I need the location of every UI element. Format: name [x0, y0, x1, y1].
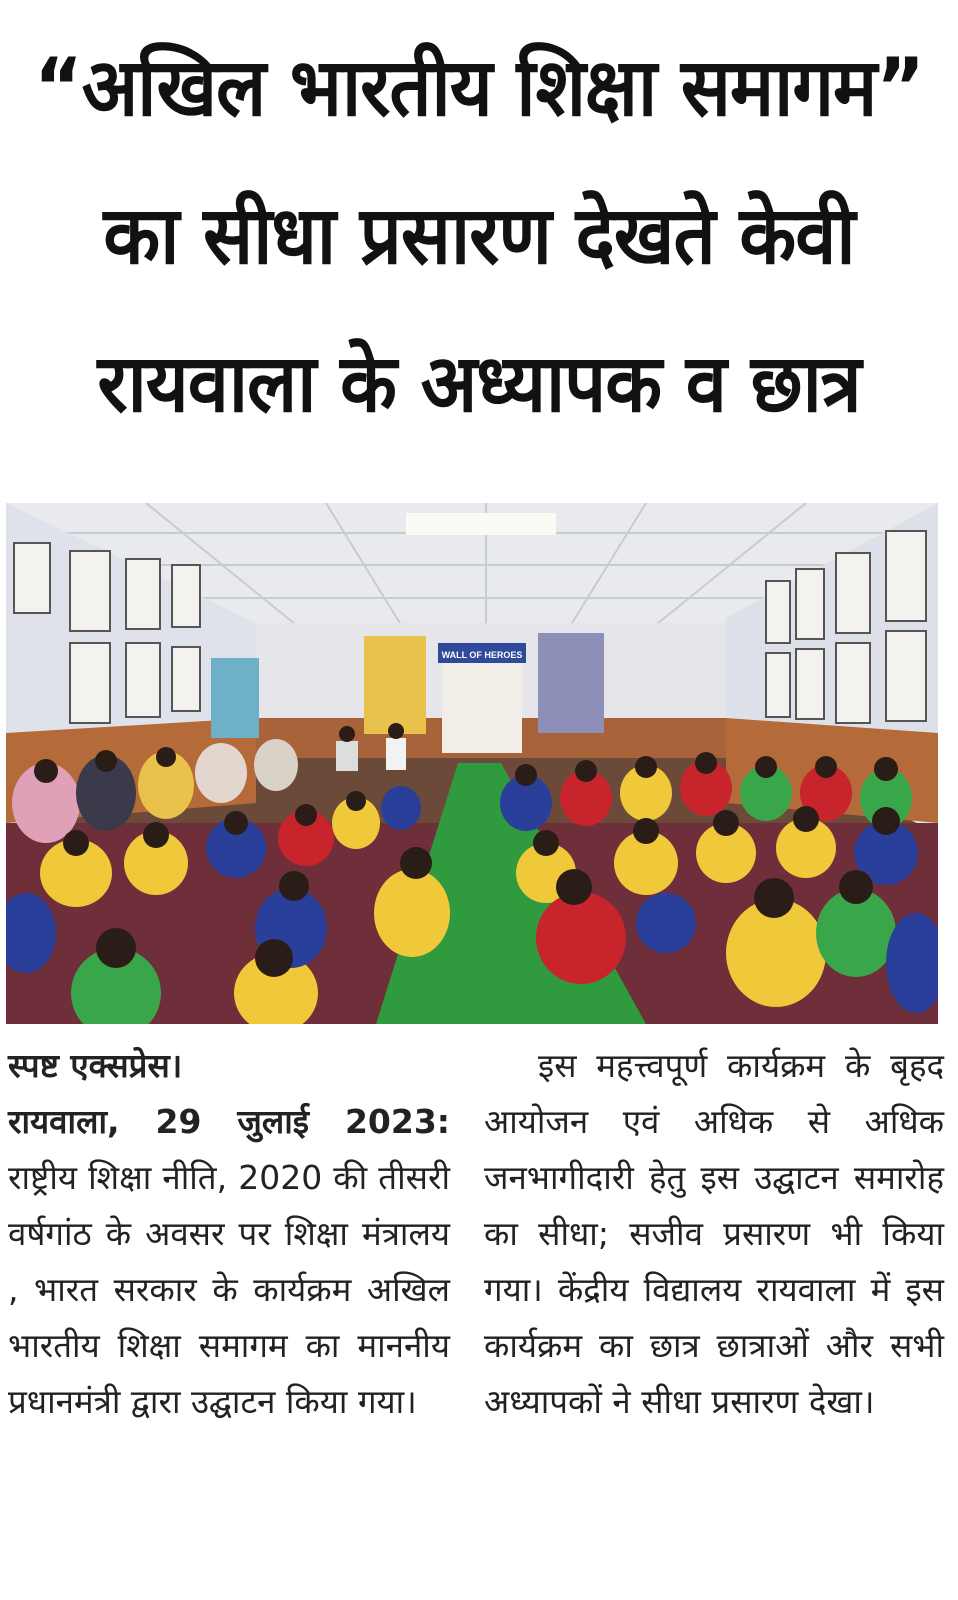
headline-line-3: रायवाला के अध्यापक व छात्र [97, 337, 861, 431]
article-paragraph-1: राष्ट्रीय शिक्षा नीति, 2020 की तीसरी वर्षगांठ के अवसर पर शिक्षा मंत्रालय , भारत सरकार के कार्यक्रम अखिल भारतीय शिक्षा समागम का माननीय प्रधानमंत्री द्वारा उद्घाटन किया गया। [8, 1158, 450, 1421]
headline-line-2: का सीधा प्रसारण देखते केवी [103, 189, 855, 283]
article-column-right [484, 1038, 944, 1430]
article-dateline: रायवाला, 29 जुलाई 2023: [8, 1102, 450, 1141]
article-byline: स्पष्ट एक्सप्रेस। [8, 1046, 183, 1085]
headline-line-1: “अखिल भारतीय शिक्षा समागम” [34, 41, 924, 135]
event-photo [6, 503, 938, 1024]
article-column-left [8, 1038, 450, 1430]
wall-of-heroes-banner: WALL OF HEROES [441, 650, 523, 660]
article-paragraph-2: इस महत्त्वपूर्ण कार्यक्रम के बृहद आयोजन एवं अधिक से अधिक जनभागीदारी हेतु इस उद्घाटन समारोह का सीधा; सजीव प्रसारण भी किया गया। केंद्रीय विद्यालय रायवाला में इस कार्यक्रम का छात्र छात्राओं और सभी अध्यापकों ने सीधा प्रसारण देखा। [484, 1046, 944, 1421]
headline [0, 14, 958, 458]
